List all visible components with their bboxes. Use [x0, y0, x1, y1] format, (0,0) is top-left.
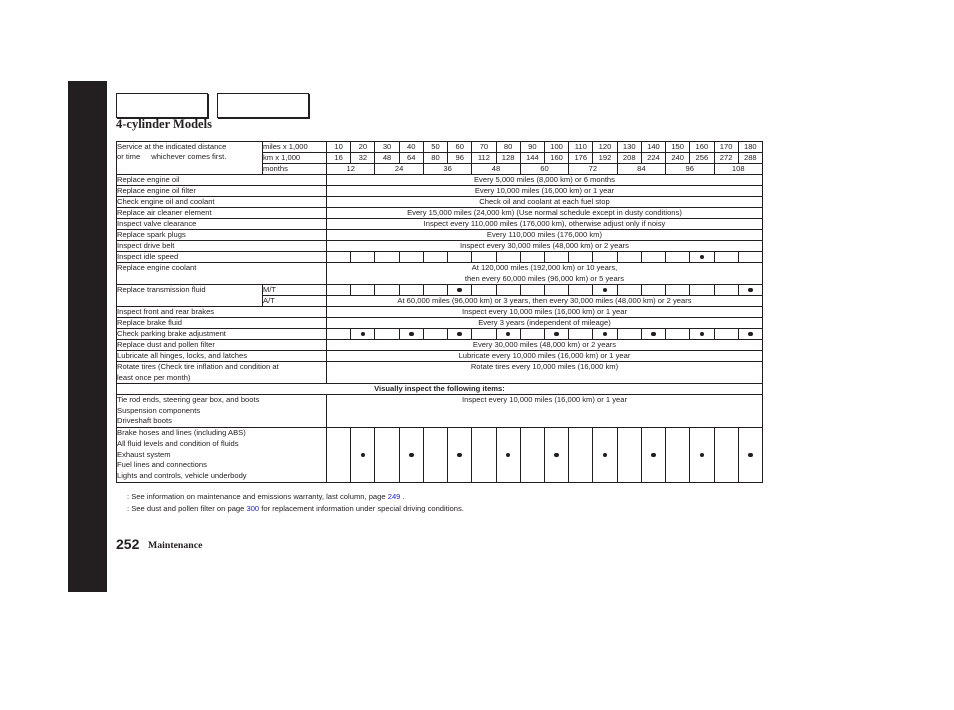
schedule-cell: [569, 329, 593, 340]
schedule-cell: [520, 252, 544, 263]
schedule-interval: [327, 263, 763, 285]
section-name: Maintenance: [148, 540, 203, 551]
page-title: 4-cylinder Models: [116, 117, 212, 131]
schedule-interval-line: Check oil and coolant at each fuel stop: [479, 197, 610, 206]
months-value: 60: [520, 164, 568, 175]
km-value: 288: [738, 153, 762, 164]
schedule-cell: [593, 285, 617, 296]
schedule-cell: [448, 252, 472, 263]
item-label-line: Replace engine coolant: [117, 263, 197, 272]
schedule-interval-line: Inspect every 110,000 miles (176,000 km), otherwise adjust only if noisy: [423, 219, 666, 228]
miles-value: 120: [593, 142, 617, 153]
schedule-cell: [448, 428, 472, 483]
item-label: [117, 263, 327, 285]
schedule-interval: [327, 175, 763, 186]
item-label-line: Inspect valve clearance: [117, 219, 197, 228]
page-number: 252: [116, 536, 140, 552]
maintenance-item-row: [117, 318, 763, 329]
schedule-cell: [351, 329, 375, 340]
item-label: [117, 340, 327, 351]
months-value: 108: [714, 164, 762, 175]
service-interval-line: [117, 152, 262, 162]
item-label-line: Inspect drive belt: [117, 241, 175, 250]
schedule-cell: [714, 428, 738, 483]
miles-value: 80: [496, 142, 520, 153]
item-label: [117, 197, 327, 208]
schedule-interval: [327, 296, 763, 307]
schedule-cell: [593, 252, 617, 263]
schedule-interval-line: Inspect every 10,000 miles (16,000 km) or 1 year: [461, 395, 627, 404]
months-value: 12: [327, 164, 375, 175]
km-value: 240: [666, 153, 690, 164]
visual-inspection-heading: Visually inspect the following items:: [117, 384, 763, 395]
item-label-line: Replace air cleaner element: [117, 208, 212, 217]
km-value: 256: [690, 153, 714, 164]
schedule-interval-line: Every 30,000 miles (48,000 km) or 2 years: [472, 340, 616, 349]
service-due-dot: [506, 453, 511, 458]
km-value: 96: [448, 153, 472, 164]
schedule-cell: [423, 285, 447, 296]
service-due-dot: [748, 453, 753, 458]
service-due-dot: [457, 288, 462, 293]
item-label-line: Fuel lines and connections: [117, 460, 207, 470]
schedule-cell: [351, 252, 375, 263]
schedule-cell: [569, 285, 593, 296]
schedule-cell: [617, 285, 641, 296]
schedule-interval-line: At 120,000 miles (192,000 km) or 10 years,: [471, 263, 618, 272]
schedule-cell: [738, 329, 762, 340]
schedule-cell: [520, 285, 544, 296]
miles-value: 130: [617, 142, 641, 153]
page-link-300[interactable]: 300: [246, 504, 260, 513]
schedule-cell: [544, 285, 568, 296]
schedule-interval: [327, 230, 763, 241]
schedule-cell: [399, 428, 423, 483]
schedule-cell: [738, 428, 762, 483]
miles-value: 70: [472, 142, 496, 153]
schedule-cell: [641, 428, 665, 483]
item-label: [117, 318, 327, 329]
item-label: [117, 428, 327, 483]
schedule-cell: [327, 428, 351, 483]
schedule-cell: [520, 428, 544, 483]
miles-value: 180: [738, 142, 762, 153]
item-label-line: Replace engine oil: [117, 175, 180, 184]
schedule-interval-line: Every 15,000 miles (24,000 km) (Use normal schedule except in dusty conditions): [407, 208, 682, 217]
schedule-cell: [496, 428, 520, 483]
footnote-text-end: for replacement information under special driving conditions.: [259, 504, 464, 513]
km-value: 64: [399, 153, 423, 164]
schedule-cell: [472, 329, 496, 340]
item-label-line: Replace engine oil filter: [117, 186, 196, 195]
footnote-warranty: [127, 491, 405, 503]
section-sidebar-bar: [68, 81, 107, 592]
schedule-interval: [327, 219, 763, 230]
footnote-text-end: .: [400, 492, 405, 501]
schedule-cell: [496, 285, 520, 296]
schedule-cell: [496, 329, 520, 340]
item-label: [117, 219, 327, 230]
page-link-249[interactable]: 249: [387, 492, 401, 501]
maintenance-item-row: [117, 230, 763, 241]
schedule-interval-line: Every 110,000 miles (176,000 km): [486, 230, 603, 239]
service-due-dot: [457, 453, 462, 458]
service-due-dot: [603, 453, 608, 458]
schedule-interval: [327, 395, 763, 428]
schedule-interval: [327, 351, 763, 362]
item-label-line: Tie rod ends, steering gear box, and boots: [117, 395, 260, 404]
schedule-cell: [327, 252, 351, 263]
schedule-cell: [666, 329, 690, 340]
schedule-cell: [496, 252, 520, 263]
item-label: [117, 230, 327, 241]
transmission-type-label: A/T: [263, 296, 327, 307]
schedule-cell: [714, 285, 738, 296]
service-due-dot: [700, 453, 705, 458]
km-value: 112: [472, 153, 496, 164]
nav-button-right[interactable]: [217, 93, 309, 118]
km-value: 208: [617, 153, 641, 164]
schedule-cell: [666, 252, 690, 263]
months-unit-label: months: [263, 164, 327, 175]
schedule-cell: [690, 428, 714, 483]
schedule-cell: [569, 428, 593, 483]
schedule-interval-line: At 60,000 miles (96,000 km) or 3 years, then every 30,000 miles (48,000 km) or 2 years: [397, 296, 692, 305]
item-label: [117, 186, 327, 197]
miles-value: 110: [569, 142, 593, 153]
maintenance-item-row: [117, 252, 763, 263]
schedule-cell: [448, 285, 472, 296]
km-value: 128: [496, 153, 520, 164]
schedule-cell: [544, 428, 568, 483]
maintenance-item-row: [117, 186, 763, 197]
schedule-cell: [351, 285, 375, 296]
service-due-dot: [409, 453, 414, 458]
item-label-line: Rotate tires (Check tire inflation and condition at: [117, 362, 279, 371]
km-unit-label: km x 1,000: [263, 153, 327, 164]
schedule-interval: [327, 340, 763, 351]
schedule-cell: [738, 285, 762, 296]
maintenance-item-row: [117, 208, 763, 219]
miles-value: 60: [448, 142, 472, 153]
schedule-cell: [399, 252, 423, 263]
schedule-cell: [641, 285, 665, 296]
maintenance-item-row: [117, 307, 763, 318]
schedule-cell: [593, 428, 617, 483]
service-due-dot: [748, 288, 753, 293]
months-value: 96: [666, 164, 714, 175]
schedule-interval: [327, 318, 763, 329]
miles-value: 160: [690, 142, 714, 153]
schedule-cell: [399, 329, 423, 340]
miles-value: 10: [327, 142, 351, 153]
km-value: 80: [423, 153, 447, 164]
schedule-interval-line: Every 10,000 miles (16,000 km) or 1 year: [474, 186, 615, 195]
months-value: 36: [423, 164, 471, 175]
miles-value: 170: [714, 142, 738, 153]
maintenance-item-row: [117, 329, 763, 340]
schedule-cell: [617, 428, 641, 483]
miles-value: 140: [641, 142, 665, 153]
schedule-cell: [714, 329, 738, 340]
service-due-dot: [603, 332, 608, 337]
maintenance-schedule-table: [116, 141, 763, 483]
item-label: [117, 395, 327, 428]
schedule-interval-line: then every 60,000 miles (96,000 km) or 5 years: [464, 273, 625, 283]
service-due-dot: [700, 332, 705, 337]
service-due-dot: [651, 332, 656, 337]
item-label: [117, 362, 327, 384]
service-interval-label: [117, 142, 263, 175]
schedule-cell: [423, 428, 447, 483]
service-due-dot: [603, 288, 608, 293]
schedule-cell: [351, 428, 375, 483]
item-label-line: Suspension components: [117, 405, 201, 415]
schedule-cell: [690, 285, 714, 296]
item-label-line: Lubricate all hinges, locks, and latches: [117, 351, 248, 360]
item-label-line: Replace dust and pollen filter: [117, 340, 215, 349]
transmission-type-label: M/T: [263, 285, 327, 296]
maintenance-item-row: [117, 362, 763, 384]
schedule-cell: [472, 285, 496, 296]
schedule-interval: [327, 208, 763, 219]
maintenance-item-row: [117, 197, 763, 208]
header-row-miles: [117, 142, 763, 153]
km-value: 144: [520, 153, 544, 164]
schedule-cell: [666, 428, 690, 483]
schedule-cell: [327, 329, 351, 340]
schedule-interval: [327, 197, 763, 208]
schedule-cell: [375, 329, 399, 340]
schedule-interval-line: Every 5,000 miles (8,000 km) or 6 months: [473, 175, 615, 184]
service-whichever: whichever comes first.: [151, 152, 227, 161]
months-value: 72: [569, 164, 617, 175]
service-due-dot: [554, 453, 559, 458]
service-due-dot: [361, 453, 366, 458]
schedule-cell: [423, 252, 447, 263]
item-label-line: Inspect front and rear brakes: [117, 307, 215, 316]
schedule-interval-line: Every 3 years (independent of mileage): [478, 318, 611, 327]
miles-value: 50: [423, 142, 447, 153]
schedule-cell: [714, 252, 738, 263]
schedule-cell: [690, 252, 714, 263]
schedule-cell: [375, 252, 399, 263]
schedule-interval: [327, 186, 763, 197]
schedule-interval-line: Inspect every 10,000 miles (16,000 km) or 1 year: [461, 307, 627, 316]
item-label: [117, 208, 327, 219]
miles-unit-label: miles x 1,000: [263, 142, 327, 153]
item-label-line: Driveshaft boots: [117, 416, 172, 426]
service-due-dot: [651, 453, 656, 458]
km-value: 176: [569, 153, 593, 164]
item-label-line: Inspect idle speed: [117, 252, 179, 261]
schedule-interval: [327, 241, 763, 252]
maintenance-item-row: [117, 219, 763, 230]
item-label: [117, 175, 327, 186]
item-label: [117, 252, 327, 263]
item-label-line: All fluid levels and condition of fluids: [117, 438, 239, 448]
schedule-interval: [327, 307, 763, 318]
service-due-dot: [700, 255, 705, 260]
footnote-text: : See information on maintenance and emissions warranty, last column, page: [127, 492, 388, 501]
item-label-line: Exhaust system: [117, 449, 171, 459]
schedule-cell: [666, 285, 690, 296]
schedule-interval-line: Lubricate every 10,000 miles (16,000 km) or 1 year: [458, 351, 631, 360]
maintenance-item-row: [117, 395, 763, 428]
service-due-dot: [506, 332, 511, 337]
schedule-interval-line: Rotate tires every 10,000 miles (16,000 km): [470, 362, 619, 371]
maintenance-item-row: [117, 263, 763, 285]
maintenance-item-row: [117, 285, 763, 296]
schedule-cell: [399, 285, 423, 296]
km-value: 224: [641, 153, 665, 164]
item-label-line: Brake hoses and lines (including ABS): [117, 428, 246, 438]
miles-value: 90: [520, 142, 544, 153]
km-value: 272: [714, 153, 738, 164]
visual-inspection-heading-row: [117, 384, 763, 395]
item-label-line: Lights and controls, vehicle underbody: [117, 471, 247, 481]
item-label-line: Replace transmission fluid: [117, 285, 206, 294]
item-label: [117, 285, 263, 307]
miles-value: 40: [399, 142, 423, 153]
schedule-table-body: [117, 142, 763, 483]
item-label-line: Replace brake fluid: [117, 318, 183, 327]
item-label-line: Replace spark plugs: [117, 230, 186, 239]
service-due-dot: [457, 332, 462, 337]
service-or-time: or time: [117, 152, 141, 161]
miles-value: 150: [666, 142, 690, 153]
service-interval-line: Service at the indicated distance: [117, 142, 227, 151]
schedule-cell: [690, 329, 714, 340]
schedule-cell: [593, 329, 617, 340]
schedule-cell: [617, 252, 641, 263]
miles-value: 100: [544, 142, 568, 153]
schedule-cell: [544, 252, 568, 263]
miles-value: 30: [375, 142, 399, 153]
months-value: 24: [375, 164, 423, 175]
maintenance-item-row: [117, 175, 763, 186]
footnote-dust-filter: [127, 503, 464, 515]
schedule-cell: [448, 329, 472, 340]
schedule-cell: [423, 329, 447, 340]
schedule-cell: [472, 428, 496, 483]
schedule-cell: [641, 252, 665, 263]
nav-button-left[interactable]: [116, 93, 208, 118]
schedule-cell: [375, 428, 399, 483]
service-due-dot: [748, 332, 753, 337]
schedule-cell: [569, 252, 593, 263]
months-value: 48: [472, 164, 520, 175]
schedule-cell: [375, 285, 399, 296]
schedule-cell: [641, 329, 665, 340]
schedule-cell: [472, 252, 496, 263]
schedule-cell: [327, 285, 351, 296]
km-value: 16: [327, 153, 351, 164]
km-value: 32: [351, 153, 375, 164]
schedule-cell: [617, 329, 641, 340]
service-due-dot: [361, 332, 366, 337]
item-label-line: Check parking brake adjustment: [117, 329, 226, 338]
km-value: 48: [375, 153, 399, 164]
service-due-dot: [554, 332, 559, 337]
item-label: [117, 307, 327, 318]
item-label: [117, 351, 327, 362]
service-due-dot: [409, 332, 414, 337]
maintenance-item-row: [117, 241, 763, 252]
item-label-line: least once per month): [117, 372, 191, 382]
maintenance-item-row: [117, 428, 763, 483]
months-value: 84: [617, 164, 665, 175]
maintenance-item-row: [117, 340, 763, 351]
km-value: 160: [544, 153, 568, 164]
schedule-interval-line: Inspect every 30,000 miles (48,000 km) or 2 years: [460, 241, 629, 250]
item-label-line: Check engine oil and coolant: [117, 197, 215, 206]
miles-value: 20: [351, 142, 375, 153]
schedule-interval: [327, 362, 763, 384]
schedule-cell: [738, 252, 762, 263]
schedule-cell: [544, 329, 568, 340]
schedule-cell: [520, 329, 544, 340]
km-value: 192: [593, 153, 617, 164]
maintenance-item-row: [117, 351, 763, 362]
footnote-text: : See dust and pollen filter on page: [127, 504, 247, 513]
item-label: [117, 241, 327, 252]
item-label: [117, 329, 327, 340]
